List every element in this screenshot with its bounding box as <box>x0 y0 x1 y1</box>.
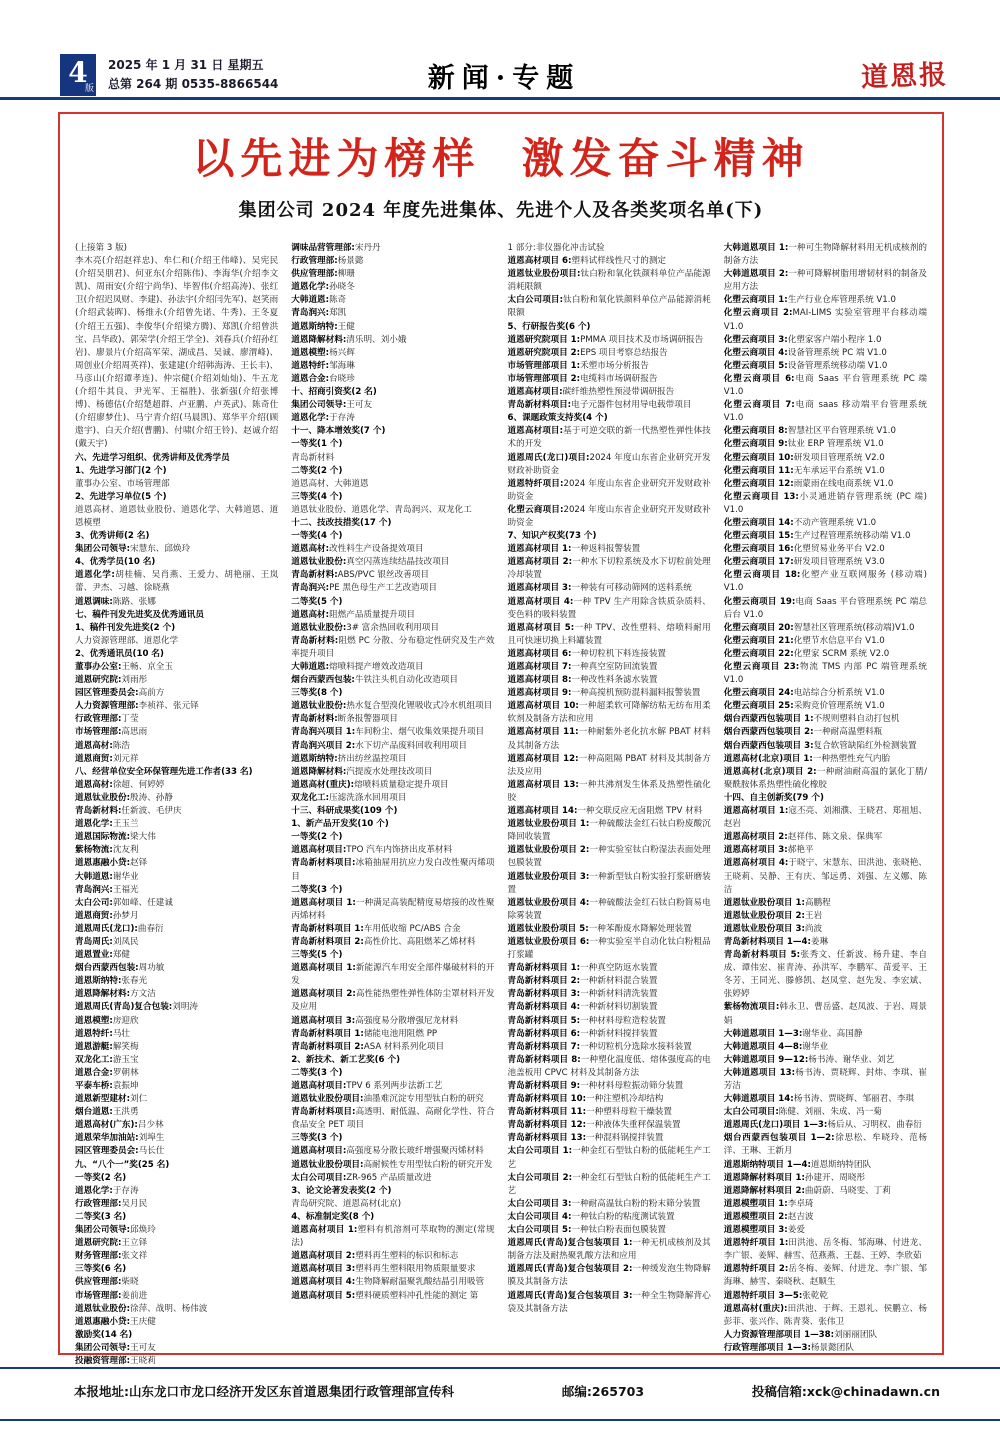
list-line: 董事办公室、市场管理部 <box>75 478 170 489</box>
list-line: 化塑云商项目 23:物流 TMS 内部 PC 端管理系统 V1.0 <box>723 662 927 686</box>
list-line: 化塑云商项目 5:设备管理系统移动端 V1.0 <box>723 360 888 371</box>
section-heading: 7、知识产权奖(73 个) <box>507 531 597 542</box>
list-line: 青岛新材料项目 2:高性价比、高阻燃苯乙烯材料 <box>291 936 476 947</box>
list-line: 道恩高材项目 5:塑料硬质塑料冲孔性能的测定 第 <box>291 1290 479 1301</box>
column-2 <box>291 242 494 1345</box>
list-line: 化塑云商项目 14:不动产管理系统 V1.0 <box>723 517 877 528</box>
section-heading: 二等奖(2 个) <box>291 465 343 476</box>
section-heading: 二等奖(3 名) <box>75 1211 127 1222</box>
section-heading: 1、稿件刊发先进奖(2 个) <box>75 622 176 633</box>
list-line: 青岛周氏:刘凤民 <box>75 936 139 947</box>
edition-number: 4 <box>68 56 88 89</box>
list-line: 双龙化工:压滤洗涤水回用项目 <box>291 792 407 803</box>
list-line: 化塑云商项目 6:电商 Saas 平台管理系统 PC 端 V1.0 <box>723 373 927 398</box>
list-line: 青岛新材料项目:电子元器件包材用导电载带项目 <box>507 400 692 411</box>
list-line: 道恩钛业股份:真空闪蒸连续结晶技改项目 <box>291 557 450 568</box>
list-line: 道恩高材项目 2:高性能热塑性弹性体防尘罩材料开发及应用 <box>291 989 495 1013</box>
list-line: 道恩钛业股份:3# 富余热回收利用项目 <box>291 622 439 633</box>
list-line: 化塑云商项目 25:采购竞价管理系统 V1.0 <box>723 701 885 712</box>
list-line: 紫杨物流项目:韩永卫、曹岳盛、赵凤波、于岩、周景娟 <box>723 1002 927 1026</box>
section-heading: 1、新产品开发奖(10 个) <box>291 819 389 830</box>
list-line: 烟台西蒙西包装项目 1:不规则塑料自动打包机 <box>723 714 900 725</box>
list-line: 青岛润兴项目 2:水下切产品废料回收利用项目 <box>291 740 467 751</box>
header-rule <box>0 97 1000 100</box>
list-line: 人力资源管理部项目 1—38:刘丽丽团队 <box>723 1329 878 1340</box>
section-heading: 6、课题政策支持奖(4 个) <box>507 413 608 424</box>
footer-postcode: 邮编:265703 <box>561 1384 645 1399</box>
list-line: 市场管理部:高思雨 <box>75 727 148 738</box>
list-line: 道恩钛业股份项目 3:尚波 <box>723 923 823 934</box>
issue-line: 总第 264 期 0535-8866544 <box>108 77 279 91</box>
list-line: 道恩周氏(龙口)项目:2024 年度山东省企业研究开发财政补助资金 <box>507 452 711 476</box>
list-line: 道恩钛业股份项目 1:一种硫酸法金红石钛白粉废酸沉降回收装置 <box>507 819 711 843</box>
list-line: 道恩研究院项目 1:PMMA 项目技术及市场调研报告 <box>507 334 704 345</box>
list-line: 董事办公室:王畅、京全玉 <box>75 662 173 672</box>
list-line: 道恩合金:罗朝林 <box>75 1067 139 1078</box>
list-line: 道恩钛业股份项目 2:一种实验室钛白粉湿法表面处理包膜装置 <box>507 845 711 869</box>
article-box <box>58 112 944 1366</box>
list-line: 道恩高材项目 2:赵祥伟、陈文泉、保典军 <box>723 832 883 843</box>
list-line: 道恩高材项目 8:一种改性料条滤水装置 <box>507 675 658 686</box>
list-line: 青岛新材料项目 13:一种混料锅搅拌装置 <box>507 1133 664 1144</box>
list-line: 道恩特纤项目 2:岳冬梅、姜辉、付进龙、李广银、邹海琳、赫雪、秦晓秋、赵顺生 <box>723 1264 927 1288</box>
list-line: 集团公司领导:王可友 <box>75 1342 156 1353</box>
list-line: 道恩高材项目 3:郝艳平 <box>723 845 814 856</box>
list-line: 青岛新材料 <box>291 452 335 463</box>
list-line: 道恩高材(重庆):田洪池、于辉、王恩礼、侯鹏立、杨彭菲、张兴作、陈青葵、张伟卫 <box>723 1303 927 1327</box>
list-line: 道恩模塑:房迎欣 <box>75 1015 139 1026</box>
section-heading: 4、标准制定奖(8 个) <box>291 1211 375 1222</box>
list-line: 太白公司项目 1:一种金红石型钛白粉的低能耗生产工艺 <box>507 1146 711 1170</box>
list-line: 化塑云商项目 2:MAI-LIMS 实验室管理平台移动端 V1.0 <box>723 308 927 332</box>
list-line: 道恩荣华加油站:刘埠生 <box>75 1133 165 1144</box>
list-line: 烟台西蒙西包装:周功敏 <box>75 963 165 974</box>
list-line: 大韩道恩项目 4—8:谢华业 <box>723 1041 829 1052</box>
section-heading: 七、稿件刊发先进奖及优秀通讯员 <box>75 609 204 620</box>
list-line: 大韩道恩:熔喷料提产增效改造项目 <box>291 662 424 672</box>
list-line: 道恩化学:于存涛 <box>75 1185 139 1196</box>
list-line: 道恩降解材料:清乐明、刘小娥 <box>291 334 407 345</box>
list-line: 道恩钛业股份、道恩化学、青岛润兴、双龙化工 <box>291 504 472 515</box>
list-line: 行政管理部项目 1—3:杨景懿团队 <box>723 1342 854 1353</box>
list-line: 道恩高材项目 1:新能源汽车用安全部件爆破材料的开发 <box>291 963 495 987</box>
list-line: 道恩高材(重庆):熔喷料质量稳定提升项目 <box>291 779 449 790</box>
section-heading: 十、招商引资奖(2 名) <box>291 387 377 398</box>
list-line: 道恩惠融小贷:王庆健 <box>75 1316 156 1327</box>
list-line: 集团公司领导:邱焕玲 <box>75 1225 156 1236</box>
section-heading: 三等奖(5 个) <box>291 950 343 961</box>
section-title: 新闻·专题 <box>427 63 581 94</box>
list-line: 烟台西蒙西包装:牛铁注头机自动化改造项目 <box>291 675 458 686</box>
list-line: 青岛润兴项目 1:车间粉尘、烟气收集效果提升项目 <box>291 727 485 738</box>
list-line: 行政管理部:吴月民 <box>75 1198 148 1209</box>
list-line: 行政管理部:丁莹 <box>75 714 139 725</box>
list-line: 道恩研究院:王立铎 <box>75 1238 148 1249</box>
list-line: 道恩高材项目 4:生物降解耐温聚乳酸结晶引用吸管 <box>291 1277 485 1288</box>
section-heading: 一等奖(1 个) <box>291 439 343 450</box>
list-line: 道恩高材项目 4:于晓宁、宋慧东、田洪池、张晓艳、王晓莉、吴静、王有庆、邹远勇、刘强、左义娜、陈洁 <box>723 858 927 895</box>
list-line: 1 部分:非仪器化冲击试验 <box>507 243 605 253</box>
list-line: 道恩钛业股份项目 6:一种实验室半自动化钛白粉粗品打浆罐 <box>507 936 711 961</box>
section-heading: 2、先进学习单位(5 个) <box>75 491 167 502</box>
list-line: 园区管理委员会:马长仕 <box>75 1146 165 1157</box>
list-line: 道恩周氏(龙口):曲春衍 <box>75 923 164 934</box>
list-line: 道恩高材项目 1:寇丕亮、刘湘濮、王晓君、郑祖旭、赵岩 <box>723 806 927 830</box>
section-heading: 九、“八个一”奖(25 名) <box>75 1159 170 1170</box>
section-heading: 5、行研报告奖(6 个) <box>507 321 591 332</box>
list-line: 调味品营管理部:宋丹丹 <box>291 243 381 253</box>
section-heading: 三等奖(4 个) <box>291 491 343 502</box>
list-line: 道恩斯纳特:王健 <box>291 321 355 332</box>
list-line: 道恩高材项目 5:一种 TPV、改性塑料、熔喷料耐用且可快速切换上料罐装置 <box>507 622 711 646</box>
list-line: 道恩高材:改性料生产设备提效项目 <box>291 544 424 555</box>
list-line: 道恩高材项目 14:一种交联反应无卤阻燃 TPV 材料 <box>507 806 703 817</box>
list-line: 道恩钛业股份:徐萍、战明、杨伟波 <box>75 1303 208 1314</box>
section-heading: 十四、自主创新奖(79 个) <box>723 792 824 803</box>
list-line: 集团公司领导:王可友 <box>291 400 373 411</box>
list-line: 道恩高材项目 3:塑料再生塑料限用物质限量要求 <box>291 1264 476 1275</box>
list-line: 大韩道恩项目 1—3:谢华业、高国静 <box>723 1028 863 1039</box>
section-heading: 十二、技改技措奖(17 个) <box>291 517 392 528</box>
list-line: 道恩周氏(龙口)项目 1—3:杨后从、习明权、曲春衍 <box>723 1120 922 1131</box>
list-line: 道恩降解材料项目 2:曲蔚蔚、马晓雯、丁莉 <box>723 1185 891 1196</box>
list-line: 道恩置业:郑健 <box>75 950 131 961</box>
list-line: 化塑云商项目 12:雨蒙雨在线电商系统 V1.0 <box>723 478 894 489</box>
list-line: 青岛新材料项目 2:ASA 材料系列化项目 <box>291 1041 445 1052</box>
list-line: 道恩钛业股份项目:油墨难沉淀专用型钛白粉的研究 <box>291 1094 484 1105</box>
list-line: 紫杨物流:沈友利 <box>75 845 139 856</box>
list-line: 道恩高材(广东):吕少林 <box>75 1120 164 1131</box>
section-heading: 三等奖(3 个) <box>291 1133 343 1144</box>
list-line: 人力资源管理部、道恩化学 <box>75 635 179 646</box>
list-line: (上接第 3 版) <box>75 243 128 253</box>
list-line: 道恩化学:王玉兰 <box>75 819 139 830</box>
list-line: 道恩特纤项目 3—5:张乾乾 <box>723 1290 829 1301</box>
list-line: 集团公司领导:宋慧东、邱焕玲 <box>75 544 191 555</box>
edition-label: 版 <box>84 84 94 94</box>
list-line: 青岛新材料项目 5:张秀文、任新波、杨升建、李自成、谭伟宏、崔青涛、孙洪军、李鹏军、苗爱平、王冬芳、王同光、滕修凯、赵凤堂、赵先发、李宏斌、张婷婷 <box>723 950 927 1000</box>
list-line: 化塑云商项目 3:化塑家客户端小程序 1.0 <box>723 334 882 345</box>
list-line: 道恩高材项目 3:高强度易分散增强尼龙材料 <box>291 1015 459 1026</box>
section-heading: 2、优秀通讯员(10 名) <box>75 648 164 659</box>
list-line: 道恩降解材料:方文洁 <box>75 989 156 1000</box>
list-line: 道恩化学:于存涛 <box>291 413 355 424</box>
list-line: 化塑云商项目 8:智慧社区平台管理系统 V1.0 <box>723 426 896 437</box>
section-heading: 1、先进学习部门(2 个) <box>75 465 167 476</box>
list-line: 道恩高材项目 1:一种返料报警装置 <box>507 544 641 555</box>
list-line: 道恩钛业股份项目:钛白粉和氧化铁颜料单位产品能源消耗限额 <box>507 269 711 293</box>
list-line: 道恩降解材料:汽提废水处理技改项目 <box>291 766 433 777</box>
list-line: 道恩模塑项目 1:李卓琦 <box>723 1198 814 1209</box>
list-line: 太白公司项目:ZR-965 产品质量改进 <box>291 1172 432 1183</box>
list-line: 青岛新材料项目 8:一种塑化温度低、熔体强度高的电池盖板用 CPVC 材料及其制备方法 <box>507 1054 711 1078</box>
list-line: 道恩斯纳特:张春光 <box>75 976 148 987</box>
list-line: 大韩道恩项目 14:杨书涛、贾晓辉、邹丽君、李琪 <box>723 1094 915 1105</box>
list-line: 化塑云商项目:2024 年度山东省企业研究开发财政补助资金 <box>507 504 711 528</box>
list-line: 市场管理部项目 2:电缆料市场调研报告 <box>507 373 658 384</box>
list-line: 道恩化学:孙晓冬 <box>291 282 355 293</box>
section-heading: 4、优秀学员(10 名) <box>75 557 156 568</box>
list-line: 人力资源管理部:李祯祥、张元铎 <box>75 701 199 712</box>
list-line: 道恩钛业股份项目:高耐候性专用型钛白粉的研究开发 <box>291 1159 493 1170</box>
list-line: 道恩特纤项目:2024 年度山东省企业研究开发财政补助资金 <box>507 478 711 502</box>
list-line: 道恩高材项目 13:一种共沸剂发生体系及热塑性硫化胶 <box>507 779 711 803</box>
list-line: 化塑云商项目 17:研发项目管理系统 V3.0 <box>723 557 885 568</box>
footer-rule-top <box>0 1367 1000 1369</box>
column-4 <box>723 242 927 1353</box>
list-line: 投融资管理部:王晓莉 <box>75 1355 156 1366</box>
list-line: 道恩斯纳特:挤出纺丝温控项目 <box>291 753 407 764</box>
section-heading: 十三、科研成果奖(109 个) <box>291 806 398 817</box>
list-line: 道恩高材项目 1:一种满足高装配精度易熔接的改性聚丙烯材料 <box>291 897 495 921</box>
list-line: 道恩游艇:解笑梅 <box>75 1041 139 1052</box>
list-line: 青岛新材料:任新波、毛伊庆 <box>75 806 182 817</box>
list-line: 道恩高材项目:碳纤维热塑性预浸带调研报告 <box>507 387 675 398</box>
list-line: 道恩高材项目 1:塑料有机溶剂可萃取物的测定(常规法) <box>291 1225 495 1249</box>
footer-rule-bottom <box>0 1419 1000 1421</box>
date-line: 2025 年 1 月 31 日 星期五 <box>108 58 264 72</box>
list-line: 财务管理部:张文祥 <box>75 1251 148 1262</box>
article-title: 以先进为榜样 激发奋斗精神 <box>192 134 810 183</box>
list-line: 道恩研究院项目 2:EPS 项目考察总结报告 <box>507 347 668 358</box>
list-line: 供应管理部:柳珊 <box>291 269 355 280</box>
list-line: 青岛新材料项目 5:一种材料母粒造粒装置 <box>507 1015 667 1026</box>
list-line: 道恩模塑项目 3:姜爱 <box>723 1225 805 1236</box>
list-line: 化塑云商项目 24:电站综合分析系统 V1.0 <box>723 688 885 699</box>
list-line: 道恩钛业股份项目 2:王岩 <box>723 910 823 921</box>
section-heading: 三等奖(6 名) <box>75 1264 127 1275</box>
section-heading: 一等奖(4 个) <box>291 531 343 542</box>
section-heading: 一等奖(2 名) <box>75 1172 127 1183</box>
section-heading: 十一、降本增效奖(7 个) <box>291 426 386 437</box>
list-line: 道恩钛业股份:殷涛、孙静 <box>75 792 173 803</box>
section-heading: 六、先进学习组织、优秀讲师及优秀学员 <box>75 452 230 463</box>
list-line: 道恩商贸:孙梦月 <box>75 910 139 921</box>
list-line: 道恩高材:徐超、何婷婷 <box>75 779 165 790</box>
list-line: 道恩高材项目 9:一种高搅机预防混料漏料报警装置 <box>507 688 701 699</box>
list-line: 太白公司项目 2:一种金红石型钛白粉的低能耗生产工艺 <box>507 1172 711 1196</box>
list-line: 大韩道恩项目 9—12:杨书涛、谢华业、刘艺 <box>723 1054 895 1065</box>
section-heading: 2、新技术、新工艺奖(6 个) <box>291 1054 400 1065</box>
section-heading: 八、经营单位安全环保管理先进工作者(33 名) <box>75 766 253 777</box>
list-line: 道恩合金:台晓珍 <box>291 373 355 384</box>
list-line: 园区管理委员会:高前方 <box>75 688 165 699</box>
list-line: 道恩高材项目 6:一种切粒机下料连接装置 <box>507 648 667 659</box>
article-subtitle: 集团公司 2024 年度先进集体、先进个人及各类奖项名单(下) <box>238 200 764 222</box>
list-line: 供应管理部:柴晓 <box>75 1277 139 1288</box>
list-line: 道恩钛业股份项目 5:一种苯酚废水降解处理装置 <box>507 923 692 934</box>
section-heading: 二等奖(5 个) <box>291 596 343 607</box>
list-line: 烟台西蒙西包装项目 3:复合软管缺陷红外检测装置 <box>723 740 917 751</box>
list-line: 青岛润兴:PE 黑色母生产工艺改造项目 <box>291 583 437 594</box>
list-line: 青岛新材料项目 9:一种材料母粒振动筛分装置 <box>507 1081 684 1091</box>
list-line: 平泰车桥:袁振坤 <box>75 1081 139 1091</box>
list-line: 青岛新材料项目 4:一种新材料切割装置 <box>507 1002 658 1013</box>
section-heading: 二等奖(3 个) <box>291 884 343 895</box>
list-line: 青岛新材料项目 10:一种注塑机冷却结构 <box>507 1094 664 1105</box>
footer-address: 本报地址:山东龙口市龙口经济开发区东首道恩集团行政管理部宣传科 <box>74 1384 455 1399</box>
section-heading: 激励奖(14 名) <box>75 1329 133 1340</box>
list-line: 道恩特纤:邹海琳 <box>291 360 355 371</box>
list-line: 道恩斯纳特项目 1—4:道恩斯纳特团队 <box>723 1159 872 1170</box>
list-line: 烟台道恩:王洪勇 <box>75 1107 139 1118</box>
list-line: 烟台西蒙西包装项目 1—2:徐思松、牟晓玲、范杨洋、王琳、王新月 <box>723 1133 927 1157</box>
list-line: 太白公司项目 4:一种钛白粉的粘度测试装置 <box>507 1211 675 1222</box>
list-line: 道恩高材(北京)项目 2:一种耐油耐高温的氯化丁腈/聚酰胺体系热塑性硫化橡胶 <box>723 766 927 790</box>
list-line: 道恩周氏(青岛)复合包装项目 2:一种缓发泡生物降解膜及其制备方法 <box>507 1264 711 1288</box>
list-line: 太白公司:郭如峰、任建诚 <box>75 897 173 908</box>
list-line: 青岛新材料项目 2:一种新材料混合装置 <box>507 976 658 987</box>
list-line: 大韩道恩项目 2:一种可降解树脂用增韧材料的制备及应用方法 <box>723 269 927 293</box>
list-line: 青岛新材料项目 1:储能电池用阻燃 PP <box>291 1028 438 1039</box>
list-line: 青岛润兴:王福光 <box>75 884 139 895</box>
list-line: 青岛新材料项目 1:车用低收缩 PC/ABS 合金 <box>291 923 461 934</box>
list-line: 道恩高材项目:基于可逆交联的新一代热塑性弹性体技术的开发 <box>507 426 711 450</box>
list-line: 道恩周氏(青岛)复合包装项目 1:一种无机成核剂及其制备方法及耐热聚乳酸方法和应用 <box>507 1238 711 1262</box>
list-line: 李木亮(介绍赵祥忠)、牟仁和(介绍王伟峰)、吴宪民(介绍吴朋君)、何亚东(介绍陈伟)、李海华(介绍李文凯)、周雨安(介绍宁尚华)、毕智伟(介绍高涛)、张红卫(介绍迟凤财、李建)、孙法宇(介绍闫先军)、赵笑雨(介绍武装晖)、杨维永(介绍曾先诺、牛秀)、王冬夏(介绍王五强)、李俊华(介绍梁方腾)、郑凯(介绍曾洪宝、吕华政)、郭荣学(介绍王学全)、刘春兵(介绍孙红岩)、廖景片(介绍高军荣、湖成昌、吴诚、廖渭峰)、周创业(介绍周英祥)、张建建(介绍韩海涛、王长丰)、马彦山(介绍谭孝连)、仲宗健(介绍刘灿灿)、牛五龙(介绍牛其良、尹光军、王福胜)、张新强(介绍张博博)、杨德估(介绍楚超群、卢亚鹏、卢英武)、陈奇仕(介绍廖梦仕)、马宁青介绍(马晨凯)、郑华平介绍(顾遨宇)、白天介绍(曹鹏)、付啸(介绍王铃)、赵诚介绍(戴天宇) <box>75 256 279 450</box>
list-line: 道恩研究院:刘雨彤 <box>75 675 148 686</box>
list-line: 化塑云商项目 18:化塑产业互联网服务 (移动端) V1.0 <box>723 570 927 594</box>
column-3 <box>508 242 711 1345</box>
page-header <box>60 54 948 98</box>
list-line: 道恩高材(北京)项目 1:一种热塑性充气内胎 <box>723 753 891 764</box>
list-line: 化塑云商项目 21:化塑节水信息平台 V1.0 <box>723 635 885 646</box>
list-line: 道恩钛业股份项目 3:一种新型钛白粉实验打浆研磨装置 <box>507 871 711 895</box>
list-line: 青岛新材料:阻燃 PC 分散、分布稳定性研究及生产效率提升项目 <box>291 635 495 659</box>
section-heading: 3、优秀讲师(2 名) <box>75 531 150 542</box>
list-line: 道恩高材项目:高强度易分散长玻纤增强聚丙烯材料 <box>291 1146 484 1157</box>
list-line: 道恩特纤:马壮 <box>75 1028 131 1039</box>
list-line: 大韩道恩项目 1:一种可生物降解材料用无机成核剂的制备方法 <box>723 243 927 267</box>
list-line: 青岛新材料项目 6:一种新材料搅拌装置 <box>507 1028 658 1039</box>
list-line: 道恩模塑项目 2:赵吉波 <box>723 1211 814 1222</box>
list-line: 大韩道恩:谢华业 <box>75 871 139 882</box>
list-line: 道恩高材项目 4:一种 TPV 生产用除含铁质杂质料、变色料的吸料装置 <box>507 596 711 620</box>
list-line: 道恩钛业股份:热水复合型溴化锂吸收式冷水机组项目 <box>291 701 493 712</box>
list-line: 青岛新材料:断条报警器项目 <box>291 714 398 725</box>
list-line: 道恩特纤项目 1:田洪池、岳冬梅、邹海琳、付进龙、李广银、姜辉、赫雪、范燕燕、王磊、王婷、李欣茹 <box>723 1238 927 1262</box>
list-line: 道恩高材项目 6:塑料试样线性尺寸的测定 <box>507 256 667 267</box>
list-line: 青岛润兴:郑凯 <box>291 308 347 319</box>
list-line: 太白公司项目:陈健、刘丽、朱成、冯一菊 <box>723 1107 882 1118</box>
list-line: 烟台西蒙西包装项目 2:一种耐高温塑料瓶 <box>723 727 883 738</box>
list-line: 化塑云商项目 20:智慧社区管理系统(移动端)V1.0 <box>723 622 915 633</box>
column-1 <box>75 242 279 1366</box>
list-line: 大韩道恩:陈奇 <box>291 295 347 306</box>
list-line: 青岛新材料:ABS/PVC 银丝改善项目 <box>291 570 429 581</box>
list-line: 青岛新材料项目 1:一种真空防返水装置 <box>507 963 658 974</box>
section-heading: 三等奖(8 个) <box>291 688 343 699</box>
list-line: 太白公司项目 3:一种耐高温钛白粉的粉末筛分装置 <box>507 1198 701 1209</box>
list-line: 青岛新材料项目 12:一种液体失重秤保温装置 <box>507 1120 681 1131</box>
list-line: 道恩周氏(青岛)复合包装项目 3:一种全生物降解背心袋及其制备方法 <box>507 1290 711 1314</box>
article-columns <box>75 242 927 1366</box>
list-line: 道恩降解材料项目 1:孙建开、周晓彤 <box>723 1172 866 1183</box>
list-line: 太白公司项目 5:一种钛白粉表面包膜装置 <box>507 1225 667 1236</box>
list-line: 道恩高材、道恩钛业股份、道恩化学、大韩道恩、道恩模塑 <box>75 504 279 528</box>
list-line: 青岛新材料项目:高透明、耐低温、高耐化学性、符合食品安全 PET 项目 <box>291 1107 495 1131</box>
section-heading: 二等奖(3 个) <box>291 1067 343 1078</box>
list-line: 化塑云商项目 11:无车承运平台系统 V1.0 <box>723 465 885 476</box>
section-heading: 一等奖(2 个) <box>291 832 343 843</box>
list-line: 化塑云商项目 10:研发项目管理系统 V2.0 <box>723 452 885 463</box>
list-line: 化塑云商项目 9:钛业 ERP 管理系统 V1.0 <box>723 439 884 450</box>
list-line: 青岛新材料项目 7:一种切粒机分选除水接料装置 <box>507 1041 692 1052</box>
list-line: 化塑云商项目 7:电商 saas 移动端平台管理系统 V1.0 <box>723 400 927 424</box>
list-line: 道恩商贸:刘元祥 <box>75 753 139 764</box>
list-line: 大韩道恩项目 13:杨书涛、贾晓辉、封炜、李琪、崔芳洁 <box>723 1067 927 1091</box>
list-line: 道恩周氏(青岛)复合包装:刘明涛 <box>75 1002 199 1013</box>
list-line: 化塑云商项目 22:化塑家 SCRM 系统 V2.0 <box>723 648 890 659</box>
list-line: 化塑云商项目 13:小灵通进销存管理系统 (PC 端) V1.0 <box>723 491 927 515</box>
list-line: 市场管理部:姜前进 <box>75 1290 148 1301</box>
list-line: 行政管理部:杨景懿 <box>291 256 364 267</box>
list-line: 道恩高材项目 12:一种高阻隔 PBAT 材料及其制备方法及应用 <box>507 753 711 777</box>
list-line: 道恩模塑:杨兴辉 <box>291 347 355 358</box>
list-line: 道恩钛业股份项目 4:一种硫酸法金红石钛白粉简易电除雾装置 <box>507 897 711 921</box>
list-line: 道恩高材项目 7:一种真空室防回流装置 <box>507 662 658 672</box>
section-heading: 3、论文论著发表奖(2 个) <box>291 1185 392 1196</box>
list-line: 道恩高材:陈浩 <box>75 740 131 751</box>
page-footer <box>74 1382 940 1400</box>
footer-email: 投稿信箱:xck@chinadawn.cn <box>751 1384 940 1399</box>
list-line: 道恩高材项目:TPO 汽车内饰挤出皮革材料 <box>291 845 453 856</box>
list-line: 化塑云商项目 4:设备管理系统 PC 端 V1.0 <box>723 347 887 358</box>
list-line: 道恩调味:陈路、张娜 <box>75 596 156 607</box>
list-line: 青岛新材料项目 11:一种塑料母粒干燥装置 <box>507 1107 672 1118</box>
list-line: 青岛新材料项目 3:一种新材料清洗装置 <box>507 989 658 1000</box>
list-line: 化塑云商项目 19:电商 Saas 平台管理系统 PC 端总后台 V1.0 <box>723 596 927 620</box>
list-line: 道恩钛业股份项目 1:高鹏程 <box>723 897 831 908</box>
list-line: 青岛新材料项目:冰箱抽屉用抗应力发白改性聚丙烯项目 <box>291 858 495 882</box>
list-line: 道恩高材项目 3:一种装有可移动筛网的送料系统 <box>507 583 692 594</box>
list-line: 太白公司项目:钛白粉和氧化铁颜料单位产品能源消耗限额 <box>507 295 711 319</box>
list-line: 道恩高材项目 11:一种耐紫外老化抗水解 PBAT 材料及其制备方法 <box>507 727 711 751</box>
list-line: 道恩惠融小贷:赵铎 <box>75 858 148 869</box>
list-line: 道恩高材项目:TPV 6 系列两步法新工艺 <box>291 1081 443 1091</box>
list-line: 青岛研究院、道恩高材(北京) <box>291 1198 402 1209</box>
list-line: 道恩高材项目 2:一种水下切粒系统及水下切粒前处理冷却装置 <box>507 557 711 581</box>
list-line: 化塑云商项目 15:生产过程管理系统移动端 V1.0 <box>723 531 911 542</box>
list-line: 市场管理部项目 1:禾塑市场分析报告 <box>507 360 649 371</box>
list-line: 道恩高材、大韩道恩 <box>291 478 369 489</box>
list-line: 双龙化工:游玉宝 <box>75 1054 139 1065</box>
list-line: 道恩化学:胡桂楠、吴肖燕、王爱力、胡艳丽、王岚蕾、尹杰、习越、徐晓燕 <box>75 570 279 594</box>
list-line: 道恩高材项目 10:一种超柔软可降解纺粘无纺布用柔软剂及制备方法和应用 <box>507 701 711 725</box>
list-line: 化塑云商项目 16:化塑贸易业务平台 V2.0 <box>723 544 885 555</box>
list-line: 道恩高材:阻燃产品质量提升项目 <box>291 609 416 620</box>
list-line: 道恩高材项目 2:塑料再生塑料的标识和标志 <box>291 1251 459 1262</box>
list-line: 青岛新材料项目 1—4:姜琳 <box>723 936 829 947</box>
list-line: 化塑云商项目 1:生产行业仓库管理系统 V1.0 <box>723 295 896 306</box>
masthead-logo: 道恩报 <box>860 59 949 94</box>
list-line: 道恩新型建材:刘仁 <box>75 1094 148 1105</box>
list-line: 道恩国际物流:梁大伟 <box>75 832 156 843</box>
